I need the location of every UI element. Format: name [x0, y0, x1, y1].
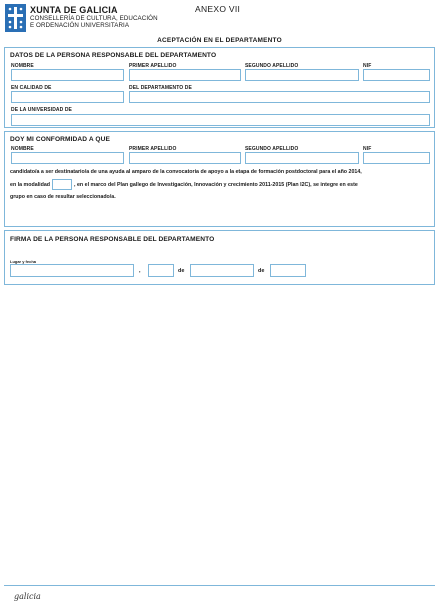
xunta-emblem-icon [5, 4, 26, 32]
nombre-label: NOMBRE [11, 63, 34, 69]
footer-separator [4, 585, 435, 586]
paragraph-line-1: candidato/a a ser destinatario/a de una ayuda al amparo de la convocatoria de apoyo a la etapa de formación postdoctoral para el año 2014, [10, 169, 362, 175]
de-separator-2: de [258, 268, 265, 274]
document-title: ACEPTACIÓN EN EL DEPARTAMENTO [157, 37, 282, 44]
segundo-apellido-label: SEGUNDO APELLIDO [245, 146, 299, 152]
en-calidad-de-field[interactable] [11, 91, 124, 103]
nombre-label: NOMBRE [11, 146, 34, 152]
del-departamento-de-field[interactable] [129, 91, 430, 103]
section-title: DOY MI CONFORMIDAD A QUE [10, 136, 110, 143]
comma-separator: , [139, 268, 141, 274]
en-calidad-de-label: EN CALIDAD DE [11, 85, 52, 91]
nif-field[interactable] [363, 152, 430, 164]
lugar-field[interactable] [10, 264, 134, 277]
del-departamento-de-label: DEL DEPARTAMENTO DE [129, 85, 192, 91]
modalidad-field[interactable] [52, 179, 72, 190]
primer-apellido-field[interactable] [129, 69, 241, 81]
paragraph-line-3: grupo en caso de resultar seleccionado/a. [10, 194, 116, 200]
segundo-apellido-field[interactable] [245, 152, 359, 164]
org-name: XUNTA DE GALICIA [30, 5, 118, 15]
section-title: FIRMA DE LA PERSONA RESPONSABLE DEL DEPARTAMENTO [10, 236, 215, 243]
nif-label: NIF [363, 63, 372, 69]
dept-line-1: CONSELLERÍA DE CULTURA, EDUCACIÓN [30, 15, 158, 22]
segundo-apellido-field[interactable] [245, 69, 359, 81]
organization-block [30, 5, 158, 29]
nif-field[interactable] [363, 69, 430, 81]
annex-label: ANEXO VII [195, 4, 241, 14]
paragraph-line-2 [10, 179, 434, 192]
galicia-logo: galicia [14, 592, 41, 601]
primer-apellido-label: PRIMER APELLIDO [129, 63, 177, 69]
de-la-universidad-de-field[interactable] [11, 114, 430, 126]
de-la-universidad-de-label: DE LA UNIVERSIDAD DE [11, 107, 72, 113]
paragraph-line-2-rest: , en el marco del Plan gallego de Investigación, Innovación y crecimiento 2011-2015 (Plan I2C), se integre en este [74, 181, 358, 188]
anio-field[interactable] [270, 264, 306, 277]
dia-field[interactable] [148, 264, 174, 277]
modalidad-label: en la modalidad [10, 181, 51, 188]
mes-field[interactable] [190, 264, 254, 277]
nif-label: NIF [363, 146, 372, 152]
nombre-field[interactable] [11, 152, 124, 164]
de-separator-1: de [178, 268, 185, 274]
conformity-paragraph [10, 166, 434, 204]
conformity-section [4, 131, 435, 227]
section-title: DATOS DE LA PERSONA RESPONSABLE DEL DEPARTAMENTO [10, 52, 217, 59]
segundo-apellido-label: SEGUNDO APELLIDO [245, 63, 299, 69]
dept-line-2: E ORDENACIÓN UNIVERSITARIA [30, 22, 130, 29]
nombre-field[interactable] [11, 69, 124, 81]
primer-apellido-label: PRIMER APELLIDO [129, 146, 177, 152]
primer-apellido-field[interactable] [129, 152, 241, 164]
responsible-person-section [4, 47, 435, 128]
header [5, 4, 435, 34]
lugar-fecha-label: Lugar y fecha [10, 259, 37, 264]
